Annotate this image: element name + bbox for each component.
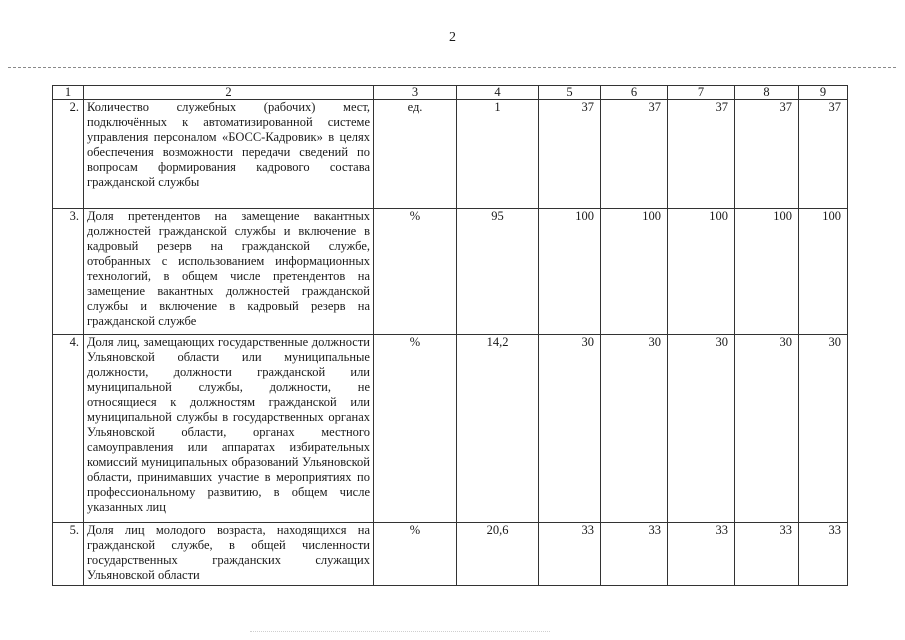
table-header-row — [53, 86, 848, 100]
value-cell-5: 37 — [539, 100, 601, 209]
header-cell-9: 9 — [799, 86, 848, 100]
value-cell-6: 30 — [601, 335, 668, 523]
table-row — [53, 523, 848, 586]
value-cell-9: 33 — [799, 523, 848, 586]
table-row — [53, 100, 848, 209]
indicators-table — [52, 85, 848, 586]
header-cell-5: 5 — [539, 86, 601, 100]
indicator-description: Количество служебных (рабочих) мест, подключённых к автоматизированной системе управления персоналом «БОСС-Кадровик» в целях обеспечения возможности передачи сведений по вопросам формирования кадрового состава гражданской службы — [84, 100, 374, 209]
header-cell-7: 7 — [668, 86, 735, 100]
value-cell-9: 100 — [799, 209, 848, 335]
row-number: 2. — [53, 100, 84, 209]
value-cell-6: 33 — [601, 523, 668, 586]
value-cell-7: 37 — [668, 100, 735, 209]
header-cell-6: 6 — [601, 86, 668, 100]
value-cell-6: 100 — [601, 209, 668, 335]
unit-cell: ед. — [374, 100, 457, 209]
header-cell-1: 1 — [53, 86, 84, 100]
value-cell-8: 30 — [735, 335, 799, 523]
value-cell-8: 37 — [735, 100, 799, 209]
row-number: 3. — [53, 209, 84, 335]
value-cell-9: 30 — [799, 335, 848, 523]
page-number: 2 — [449, 30, 456, 45]
value-cell-7: 30 — [668, 335, 735, 523]
unit-cell: % — [374, 335, 457, 523]
table-row — [53, 209, 848, 335]
header-cell-4: 4 — [457, 86, 539, 100]
table-row — [53, 335, 848, 523]
value-cell-4: 14,2 — [457, 335, 539, 523]
row-number: 4. — [53, 335, 84, 523]
header-cell-3: 3 — [374, 86, 457, 100]
top-divider — [8, 67, 896, 68]
indicator-description: Доля лиц молодого возраста, находящихся на гражданской службе, в общей численности государственных гражданских служащих Ульяновской области — [84, 523, 374, 586]
value-cell-9: 37 — [799, 100, 848, 209]
indicator-description: Доля претендентов на замещение вакантных должностей гражданской службы и включение в кадровый резерв на гражданской службе, отобранных с использованием информационных технологий, в общем числе претендентов на замещение вакантных должностей гражданской службы и включение в кадровый резерв на гражданской службе — [84, 209, 374, 335]
value-cell-5: 33 — [539, 523, 601, 586]
value-cell-4: 95 — [457, 209, 539, 335]
value-cell-8: 33 — [735, 523, 799, 586]
value-cell-4: 1 — [457, 100, 539, 209]
scan-artifact — [250, 631, 550, 634]
indicator-description: Доля лиц, замещающих государственные должности Ульяновской области или муниципальные должности, должности гражданской или муниципальной службы, должности, не относящиеся к должностям гражданской или муниципальной службы в государственных органах Ульяновской области, органах местного самоуправления или аппаратах избирательных комиссий муниципальных образований Ульяновской области, принимавших участие в мероприятиях по профессиональному развитию, в общем числе указанных лиц — [84, 335, 374, 523]
value-cell-5: 30 — [539, 335, 601, 523]
unit-cell: % — [374, 209, 457, 335]
value-cell-8: 100 — [735, 209, 799, 335]
value-cell-4: 20,6 — [457, 523, 539, 586]
row-number: 5. — [53, 523, 84, 586]
header-cell-2: 2 — [84, 86, 374, 100]
header-cell-8: 8 — [735, 86, 799, 100]
value-cell-6: 37 — [601, 100, 668, 209]
value-cell-7: 100 — [668, 209, 735, 335]
value-cell-7: 33 — [668, 523, 735, 586]
unit-cell: % — [374, 523, 457, 586]
value-cell-5: 100 — [539, 209, 601, 335]
